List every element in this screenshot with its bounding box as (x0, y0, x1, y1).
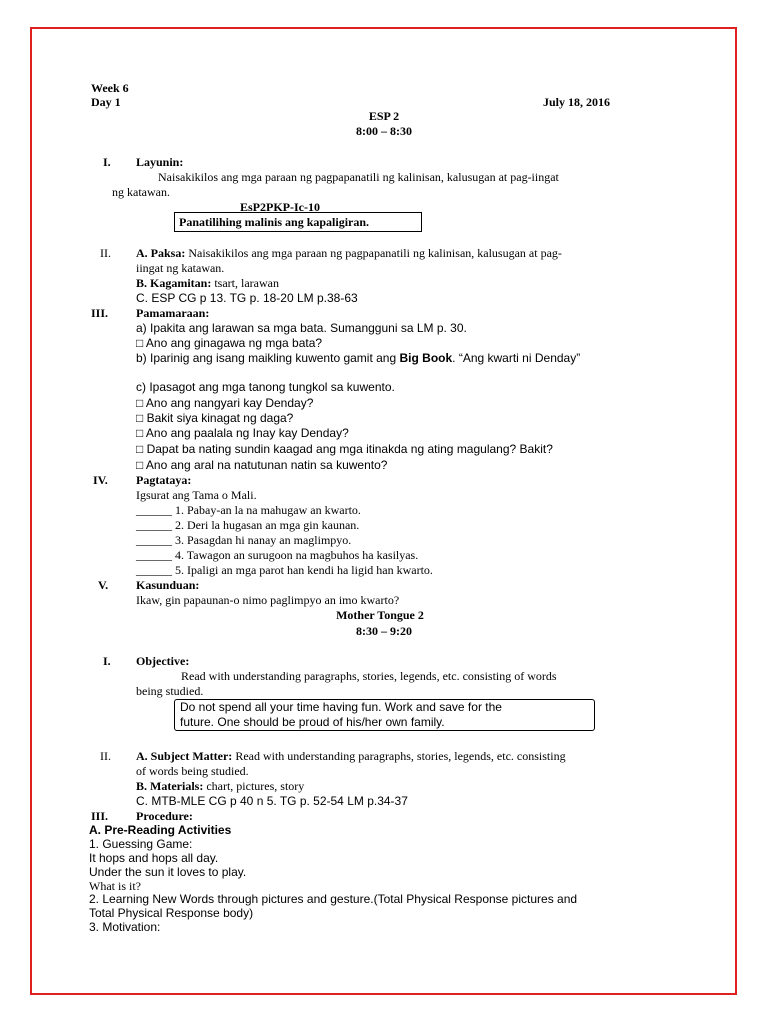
esp-competency-code: EsP2PKP-Ic-10 (240, 200, 320, 214)
esp-paksa-text: Naisakikilos ang mga paraan ng pagpapanatili ng kalinisan, kalusugan at pag- (185, 246, 562, 260)
esp-subject-title: ESP 2 (368, 109, 400, 123)
mtb-riddle-line: Under the sun it loves to play. (89, 865, 247, 879)
mtb-procedure-heading: Procedure: (136, 809, 193, 823)
esp-question: □ Bakit siya kinagat ng daga? (136, 411, 294, 425)
esp-evaluation-item: ______ 1. Pabay-an la na mahugaw an kwarto. (136, 503, 361, 517)
mtb-pre-reading-heading: A. Pre-Reading Activities (89, 823, 232, 837)
mtb-subject-matter-label: A. Subject Matter: (136, 749, 233, 763)
day-label: Day 1 (91, 95, 121, 109)
mtb-objective-heading: Objective: (136, 654, 190, 668)
esp-evaluation-item: ______ 2. Deri la hugasan an mga gin kaunan. (136, 518, 360, 532)
esp-objective-heading: Layunin: (136, 155, 184, 169)
mtb-subject-matter-numeral: II. (100, 749, 111, 763)
mtb-subject-title: Mother Tongue 2 (336, 608, 424, 622)
esp-question: □ Ano ang paalala ng Inay kay Denday? (136, 426, 349, 440)
esp-paksa-label: A. Paksa: (136, 246, 186, 260)
mtb-subject-matter-line2: of words being studied. (136, 764, 249, 778)
esp-objective-numeral: I. (103, 155, 111, 169)
esp-step-b-bold: Big Book (399, 351, 453, 365)
esp-value-text: Panatilihing malinis ang kapaligiran. (179, 215, 370, 229)
mtb-procedure-numeral: III. (91, 809, 109, 823)
esp-references: C. ESP CG p 13. TG p. 18-20 LM p.38-63 (136, 291, 358, 305)
esp-paksa-line1 (136, 246, 562, 261)
mtb-learning-words-line2: Total Physical Response body) (89, 906, 254, 920)
esp-evaluation-heading: Pagtataya: (136, 473, 192, 487)
esp-evaluation-item: ______ 4. Tawagon an surugoon na magbuhos ha kasilyas. (136, 548, 419, 562)
esp-objective-line2: ng katawan. (112, 185, 170, 199)
week-label: Week 6 (91, 81, 129, 95)
mtb-riddle-line: It hops and hops all day. (89, 851, 219, 865)
mtb-materials (136, 779, 304, 794)
esp-step-b-pre: b) Iparinig ang isang maikling kuwento gamit ang (136, 351, 400, 365)
esp-step-a: a) Ipakita ang larawan sa mga bata. Sumangguni sa LM p. 30. (136, 321, 467, 335)
mtb-value-line1: Do not spend all your time having fun. Work and save for the (180, 700, 502, 714)
mtb-materials-label: B. Materials: (136, 779, 204, 793)
esp-assignment-numeral: V. (98, 578, 109, 592)
esp-objective-line1: Naisakikilos ang mga paraan ng pagpapanatili ng kalinisan, kalusugan at pag-iingat (158, 170, 559, 184)
mtb-materials-value: chart, pictures, story (203, 779, 305, 793)
esp-evaluation-numeral: IV. (93, 473, 108, 487)
esp-kagamitan (136, 276, 279, 291)
esp-evaluation-instruction: Igsurat ang Tama o Mali. (136, 488, 257, 502)
esp-question: □ Ano ang nangyari kay Denday? (136, 396, 314, 410)
mtb-subject-matter-line1 (136, 749, 566, 764)
esp-question: □ Ano ang aral na natutunan natin sa kuwento? (136, 458, 388, 472)
mtb-riddle-question: What is it? (89, 879, 141, 893)
mtb-references: C. MTB-MLE CG p 40 n 5. TG p. 52-54 LM p.34-37 (136, 794, 408, 808)
mtb-value-line2: future. One should be proud of his/her own family. (180, 715, 445, 729)
esp-procedure-numeral: III. (91, 306, 109, 320)
mtb-subject-matter-text: Read with understanding paragraphs, stories, legends, etc. consisting (232, 749, 566, 763)
esp-kagamitan-label: B. Kagamitan: (136, 276, 212, 290)
mtb-guessing-game: 1. Guessing Game: (89, 837, 193, 851)
esp-step-a-question: □ Ano ang ginagawa ng mga bata? (136, 336, 323, 350)
esp-procedure-heading: Pamamaraan: (136, 306, 210, 320)
esp-question: □ Dapat ba nating sundin kaagad ang mga itinakda ng ating magulang? Bakit? (136, 442, 553, 456)
esp-subject-matter-numeral: II. (100, 246, 111, 260)
mtb-learning-words-line1: 2. Learning New Words through pictures and gesture.(Total Physical Response pictures and (89, 892, 578, 906)
mtb-objective-line1: Read with understanding paragraphs, stories, legends, etc. consisting of words (181, 669, 557, 683)
mtb-time: 8:30 – 9:20 (356, 624, 412, 638)
mtb-objective-line2: being studied. (136, 684, 204, 698)
esp-step-c: c) Ipasagot ang mga tanong tungkol sa kuwento. (136, 380, 395, 394)
date-label: July 18, 2016 (543, 95, 611, 109)
esp-step-b-post: . “Ang kwarti ni Denday” (452, 351, 581, 365)
esp-evaluation-item: ______ 3. Pasagdan hi nanay an maglimpyo. (136, 533, 352, 547)
mtb-objective-numeral: I. (103, 654, 111, 668)
esp-evaluation-item: ______ 5. Ipaligi an mga parot han kendi ha ligid han kwarto. (136, 563, 433, 577)
esp-assignment-heading: Kasunduan: (136, 578, 200, 592)
esp-kagamitan-value: tsart, larawan (211, 276, 279, 290)
esp-time: 8:00 – 8:30 (356, 124, 412, 138)
esp-paksa-line2: iingat ng katawan. (136, 261, 225, 275)
mtb-motivation: 3. Motivation: (89, 920, 161, 934)
esp-step-b (136, 351, 580, 366)
esp-assignment-text: Ikaw, gin papaunan-o nimo paglimpyo an imo kwarto? (136, 593, 400, 607)
